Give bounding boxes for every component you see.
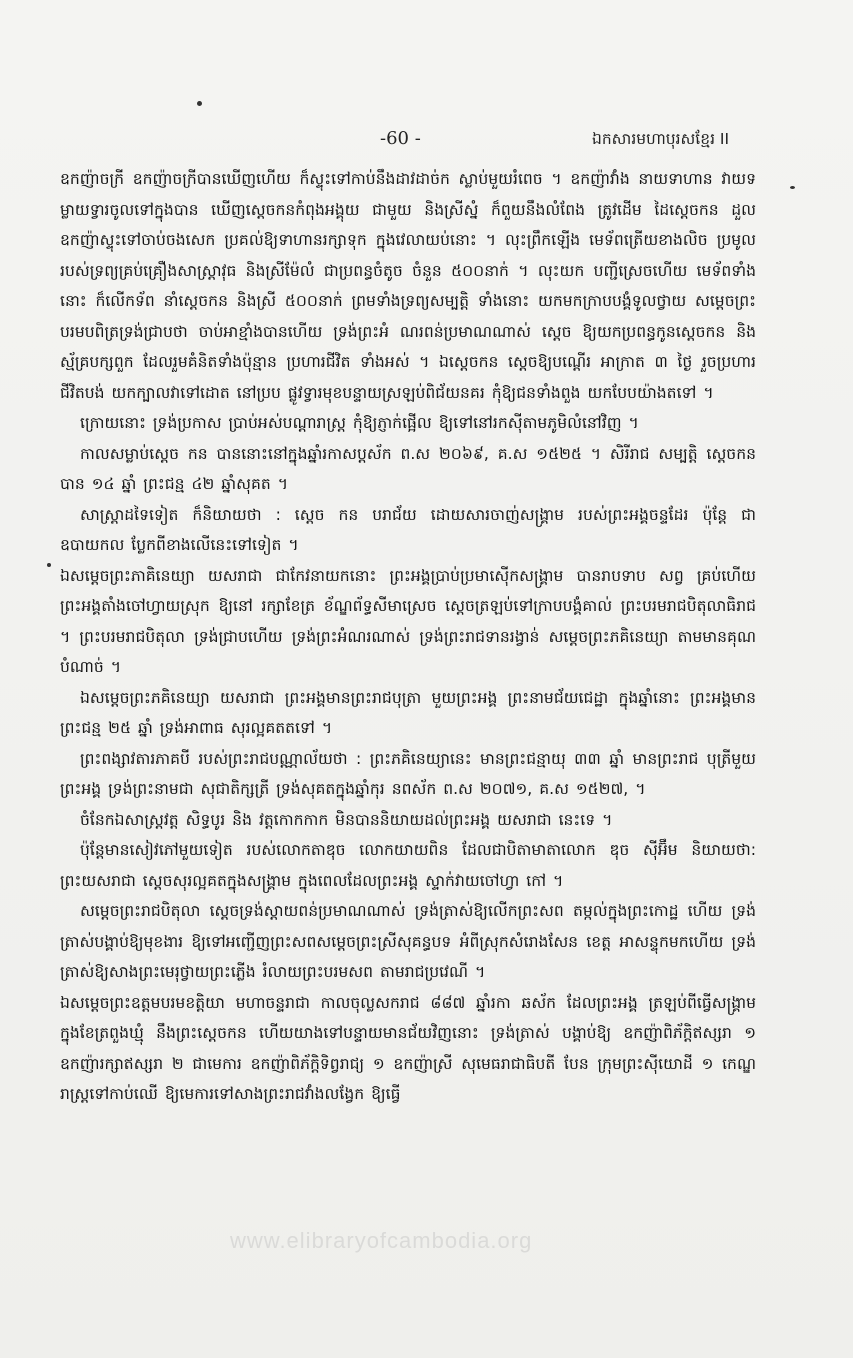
scan-speck <box>790 186 795 189</box>
paragraph-3: កាលសម្លាប់ស្តេច កន បាននោះនៅក្នុងឆ្នាំរកាសប្តស័ក ព.ស ២០៦៩, គ.ស ១៥២៥ ។ សិរីរាជ សម្បត្តិ ស្តេចកន បាន ១៤ ឆ្នាំ ព្រះជន្ម ៤២ ឆ្នាំសុគត ។ <box>60 444 756 493</box>
paragraph-11: ឯសម្តេចព្រះឧត្តមបរមខត្តិយា មហាចន្ទរាជា កាលចុល្លសករាជ ៨៨៧ ឆ្នាំរកា ឆស័ក ដែលព្រះអង្គ ត្រឡប់ពីធ្វើសង្គ្រាម ក្នុងខែត្រពួងឃ្មុំ នឹងព្រះស្តេចកន ហើយយាងទៅបន្ទាយមានជ័យវិញនោះ ទ្រង់ត្រាស់ បង្គាប់ឱ្យ ឧកញ៉ាពិភ័ក្តិឥស្សរា ១ ឧកញ៉ារក្សាឥស្សរា ២ ជាមេការ ឧកញ៉ាពិភ័ក្តិទិព្វរាជ្យ ១ ឧកញ៉ាស្រី សុមេធរាជាធិបតី បែន ក្រុមព្រះស៊ីយោដី ១ កេណ្ឌរាស្ត្រទៅកាប់ឈើ ឱ្យមេការទៅសាងព្រះរាជវាំងលង្វែក ឱ្យធ្វើ <box>60 993 756 1103</box>
running-title: ឯកសារមហាបុរសខ្មែរ II <box>592 130 730 148</box>
paragraph-5: ឯសម្តេចព្រះភាគិនេយ្យា យសរាជា ជាកែវនាយកនោះ ព្រះអង្គប្រាប់ប្រមាស៊ើកសង្គ្រាម បានរាបទាប សព្វ គ្រប់ហើយ ព្រះអង្គតាំងចៅហ្វាយស្រុក ឱ្យនៅ រក្សាខែត្រ ខ័ណ្ឌព័ទ្ធសីមាស្រេច ស្តេចត្រឡប់ទៅក្រាបបង្គំគាល់ ព្រះបរមរាជបិតុលាធិរាជ ។ ព្រះបរមរាជបិតុលា ទ្រង់ជ្រាបហើយ ទ្រង់ព្រះអំណរណាស់ ទ្រង់ព្រះរាជទានរង្វាន់ សម្តេចព្រះភគិនេយ្យា តាមមានគុណបំណាច់ ។ <box>60 566 756 676</box>
scan-speck <box>197 101 202 106</box>
paragraph-4: សាស្ត្រាដទៃទៀត ក៏និយាយថា : ស្តេច កន បរាជ័យ ដោយសារចាញ់សង្គ្រាម របស់ព្រះអង្គចន្ទដែរ ប៉ុន្តែ ជាឧបាយកល ប្លែកពីខាងលើនេះទៅទៀត ។ <box>60 505 756 554</box>
page-header <box>0 126 853 156</box>
paragraph-7: ព្រះពង្សាវតារភាគបី របស់ព្រះរាជបណ្ណាល័យថា : ព្រះភគិនេយ្យានេះ មានព្រះជន្មាយុ ៣៣ ឆ្នាំ មានព្រះរាជ បុត្រីមួយព្រះអង្គ ទ្រង់ព្រះនាមជា សុជាតិក្សត្រី ទ្រង់សុគតក្នុងឆ្នាំកុរ នពស័ក ព.ស ២០៧១, គ.ស ១៥២៧, ។ <box>60 749 756 798</box>
scan-speck <box>47 563 51 567</box>
body-text <box>60 164 756 1304</box>
paragraph-9: ប៉ុន្តែមានសៀវភៅមួយទៀត របស់លោកតាឌុច លោកយាយពិន ដែលជាបិតាមាតាលោក ឌុច ស៊ីអ៊ឹម និយាយថា: ព្រះយសរាជា ស្តេចសុរល្អគតក្នុងសង្គ្រាម ក្នុងពេលដែលព្រះអង្គ ស្ទាក់វាយចៅហ្វា កៅ ។ <box>60 841 756 890</box>
paragraph-2: ក្រោយនោះ ទ្រង់ប្រកាស ប្រាប់អស់បណ្តារាស្ត្រ កុំឱ្យភ្ញាក់ផ្អើល ឱ្យទៅនៅរកស៊ីតាមភូមិលំនៅវិញ ។ <box>80 414 639 432</box>
paragraph-6: ឯសម្តេចព្រះភគិនេយ្យា យសរាជា ព្រះអង្គមានព្រះរាជបុត្រា មួយព្រះអង្គ ព្រះនាមជ័យជេដ្ឋា ក្នុងឆ្នាំនោះ ព្រះអង្គមានព្រះជន្ម ២៥ ឆ្នាំ ទ្រង់អាពាធ សុរល្អគតតទៅ ។ <box>60 688 756 737</box>
page-number: -60 - <box>380 128 421 149</box>
watermark: www.elibraryofcambodia.org <box>230 1228 533 1253</box>
paragraph-1: ឧកញ៉ាចក្រី ឧកញ៉ាចក្រីបានឃើញហើយ ក៏ស្ទុះទៅកាប់នឹងដាវដាច់ក ស្លាប់មួយរំពេច ។ ឧកញ៉ាវាំង នាយទាហាន វាយទម្លាយទ្វារចូលទៅក្នុងបាន ឃើញស្តេចកនកំពុងអង្គុយ ជាមួយ និងស្រីស្នំ ក៏ពួយនឹងលំពែង ត្រូវដើម ដៃស្តេចកន ដួល ឧកញ៉ាស្ទុះទៅចាប់ចងសេក ប្រគល់ឱ្យទាហានរក្សាទុក ក្នុងវេលាយប់នោះ ។ លុះព្រឹកឡើង មេទ័ពត្រើយខាងលិច ប្រមូលរបស់ទ្រព្យគ្រប់គ្រឿងសាស្ត្រាវុធ និងស្រីម៉ែលំ ជាប្រពន្ធចំតូច ចំនួន ៥០០នាក់ ។ លុះយក បញ្ជីស្រេចហើយ មេទ័ពទាំងនោះ ក៏លើកទ័ព នាំស្តេចកន និងស្រី ៥០០នាក់ ព្រមទាំងទ្រព្យសម្បត្តិ ទាំងនោះ យកមកក្រាបបង្គំទូលថ្វាយ សម្តេចព្រះបរមបពិត្រទ្រង់ជ្រាបថា ចាប់អាខ្មាំងបានហើយ ទ្រង់ព្រះអំ ណរពន់ប្រមាណណាស់ ស្តេច ឱ្យយកប្រពន្ធកូនស្តេចកន និងស្ម័គ្របក្សពួក ដែលរួមគំនិតទាំងប៉ុន្មាន ប្រហារជីវិត ទាំងអស់ ។ ឯស្តេចកន ស្តេចឱ្យបណ្តើរ អាក្រាត ៣ ថ្ងៃ រួចប្រហារជីវិតបង់ យកក្បាលវាទៅដោត នៅប្រប ផ្លូវទ្វារមុខបន្ទាយស្រឡប់ពិជ័យនគរ កុំឱ្យជនទាំងពួង យកបែបយ៉ាងតទៅ ។ <box>60 170 756 402</box>
paragraph-8: ចំនែកឯសាស្ត្រវត្ត សិទ្ធបូរ និង វត្តកោកកាក មិនបាននិយាយដល់ព្រះអង្គ យសរាជា នេះទេ ។ <box>80 810 613 829</box>
paragraph-10: សម្តេចព្រះរាជបិតុលា ស្តេចទ្រង់ស្តាយពន់ប្រមាណណាស់ ទ្រង់ត្រាស់ឱ្យលើកព្រះសព តម្កល់ក្នុងព្រះកោដ្ឋ ហើយ ទ្រង់ត្រាស់បង្គាប់ឱ្យមុខងារ ឱ្យទៅអញ្ជើញព្រះសពសម្តេចព្រះស្រីសុគន្ធបទ អំពីស្រុកសំរោងសែន ខេត្ត អាសន្ទុកមកហើយ ទ្រង់ត្រាស់ឱ្យសាងព្រះមេរុថ្វាយព្រះភ្លើង រំលាយព្រះបរមសព តាមរាជប្រវេណី ។ <box>60 902 756 981</box>
